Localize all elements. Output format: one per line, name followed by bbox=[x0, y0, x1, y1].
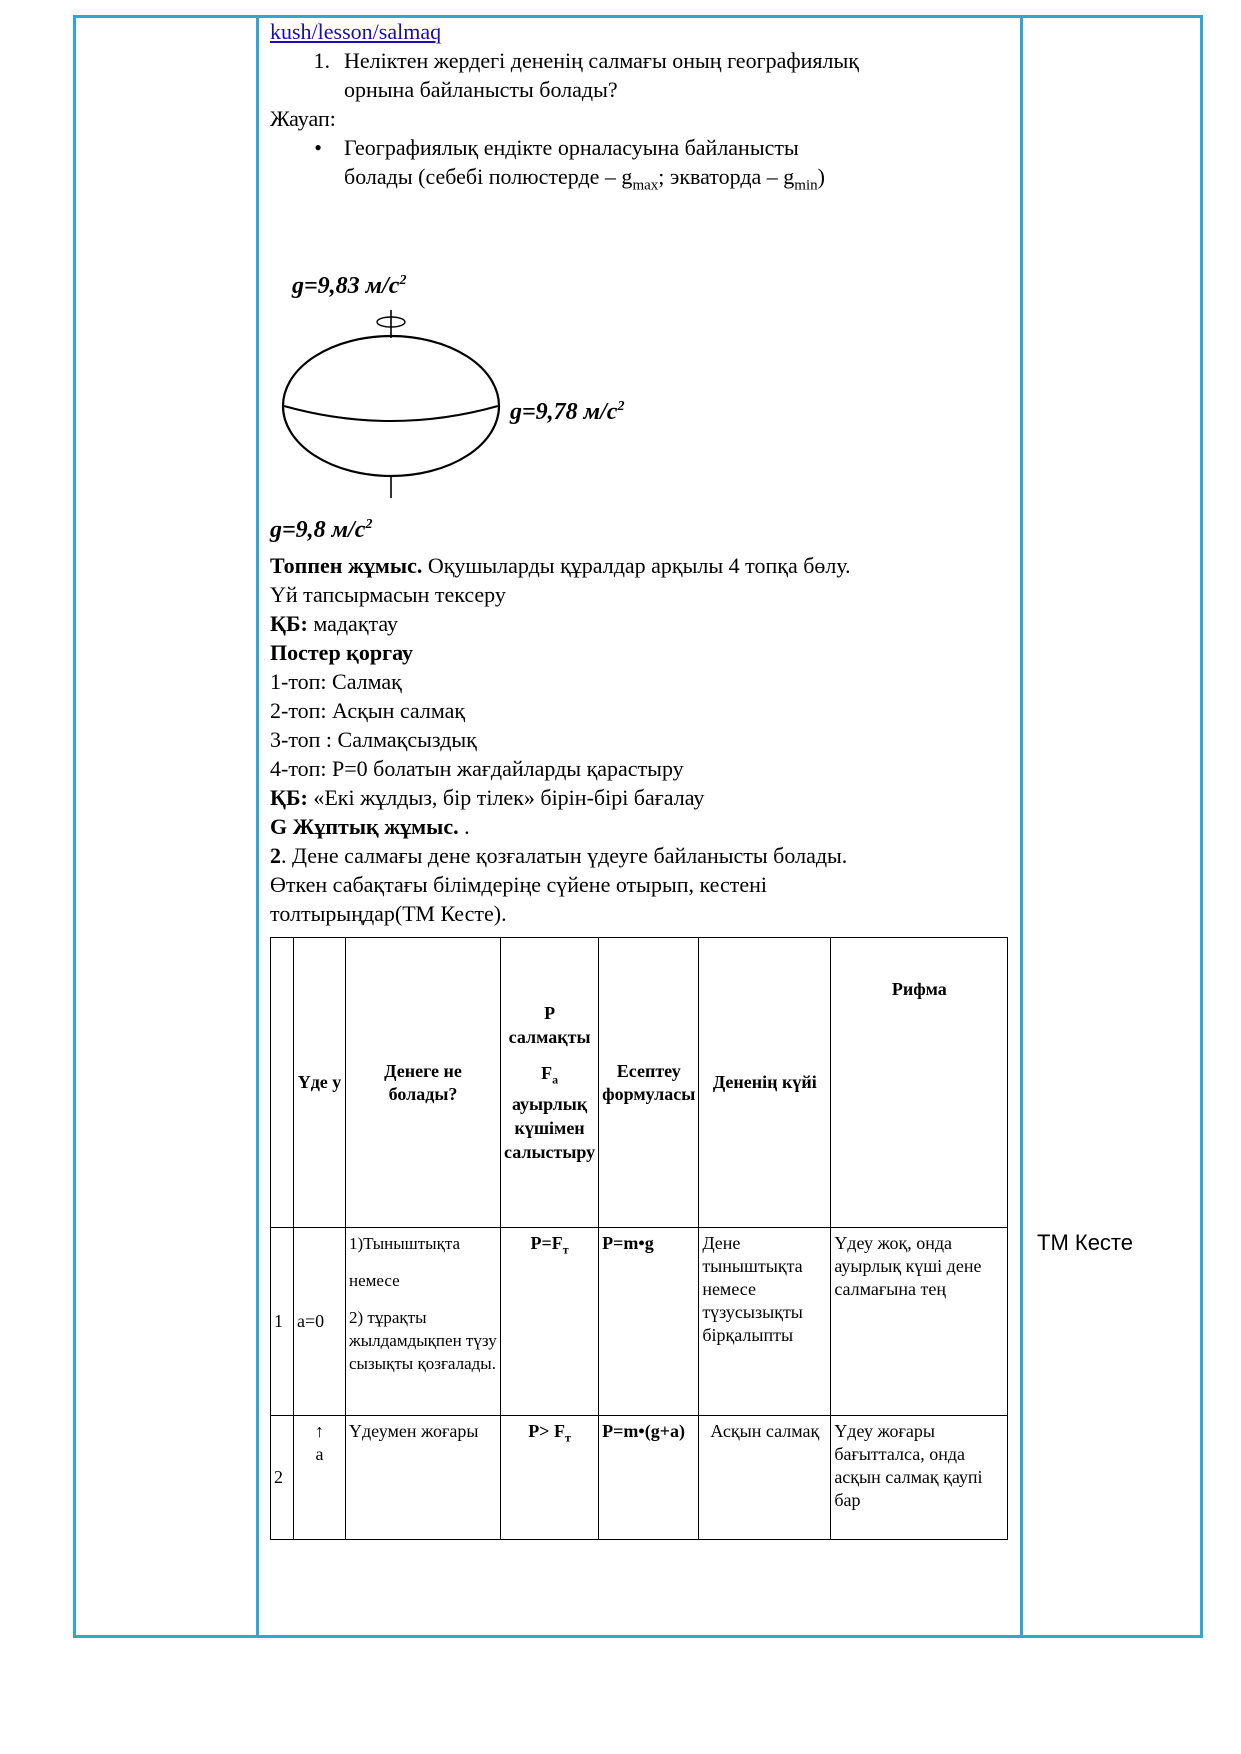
assessment-line-1: ҚБ: мадақтау bbox=[270, 611, 399, 637]
header-acceleration: Үде у bbox=[294, 938, 346, 1228]
table-row: 1 a=0 1)Тыныштықта немесе 2) тұрақты жылдамдықпен түзу сызықты қозғалады. $P=F_т$ P=m•g Дене тыныштықта немесе түзусызықты бірқалыпты Үдеу жоқ, онда ауырлық күші дене салмағына тең bbox=[271, 1228, 1008, 1416]
column-divider-left bbox=[256, 15, 259, 1638]
g-pole-label: g=9,83 $м/с^2$ bbox=[292, 273, 407, 300]
group-2: 2-топ: Асқын салмақ bbox=[270, 698, 466, 724]
task-2: 2. Дене салмағы дене қозғалатын үдеуге байланысты болады. Өткен сабақтағы білімдеріңе сүйене отырып, кестені толтырыңдар(ТМ Кесте). bbox=[270, 843, 848, 927]
arrow-up-icon: ↑ bbox=[315, 1421, 324, 1441]
table-row: 2 ↑ a Үдеумен жоғары $P> F_т$ P=m•(g+a) Асқын салмақ Үдеу жоғары бағытталса, онда асқын салмақ қаупі бар bbox=[271, 1416, 1008, 1540]
group-4: 4-топ: Р=0 болатын жағдайларды қарастыру bbox=[270, 756, 684, 782]
question-item: 1. Неліктен жердегі дененің салмағы оның географиялық орнына байланысты болады? bbox=[313, 48, 859, 102]
header-compare: Р салмақты $F_a$ ауырлық күшімен салыстыру bbox=[501, 938, 599, 1228]
table-header-row bbox=[271, 938, 1008, 1228]
bullet-icon: • bbox=[314, 135, 322, 160]
header-state: Дененің күйі bbox=[699, 938, 831, 1228]
pair-work-line: G Жұптық жұмыс. . bbox=[270, 814, 470, 840]
header-rhyme: Рифма bbox=[831, 938, 1008, 1228]
homework-line: Үй тапсырмасын тексеру bbox=[270, 582, 506, 608]
side-note: ТМ Кесте bbox=[1037, 1230, 1133, 1255]
lesson-content bbox=[270, 17, 1010, 928]
header-formula: Есептеу формуласы bbox=[599, 938, 699, 1228]
earth-ellipse-icon bbox=[276, 308, 506, 508]
header-what-happens: Денеге не болады? bbox=[346, 938, 501, 1228]
earth-gravity-figure bbox=[270, 200, 1010, 510]
group-1: 1-топ: Салмақ bbox=[270, 669, 402, 695]
assessment-line-2: ҚБ: «Екі жұлдыз, бір тілек» бірін-бірі бағалау bbox=[270, 785, 705, 811]
g-equator-label: g=9,78 $м/с^2$ bbox=[510, 399, 625, 426]
poster-heading: Постер қоргау bbox=[270, 640, 413, 666]
group-3: 3-топ : Салмақсыздық bbox=[270, 727, 477, 753]
tm-table bbox=[270, 937, 1008, 1540]
answer-bullet: • Географиялық ендікте орналасуына байланысты болады (себебі полюстерде – $g_{max}$; экваторда – $g_{min}$) bbox=[270, 133, 1010, 200]
lesson-link[interactable]: kush/lesson/salmaq bbox=[270, 19, 442, 44]
group-work-line: Топпен жұмыс. Оқушыларды құралдар арқылы 4 топқа бөлу. bbox=[270, 553, 851, 579]
g-average-label: g=9,8 $м/с^2$ bbox=[270, 517, 373, 544]
answer-label: Жауап: bbox=[270, 106, 336, 131]
column-divider-right bbox=[1020, 15, 1023, 1638]
